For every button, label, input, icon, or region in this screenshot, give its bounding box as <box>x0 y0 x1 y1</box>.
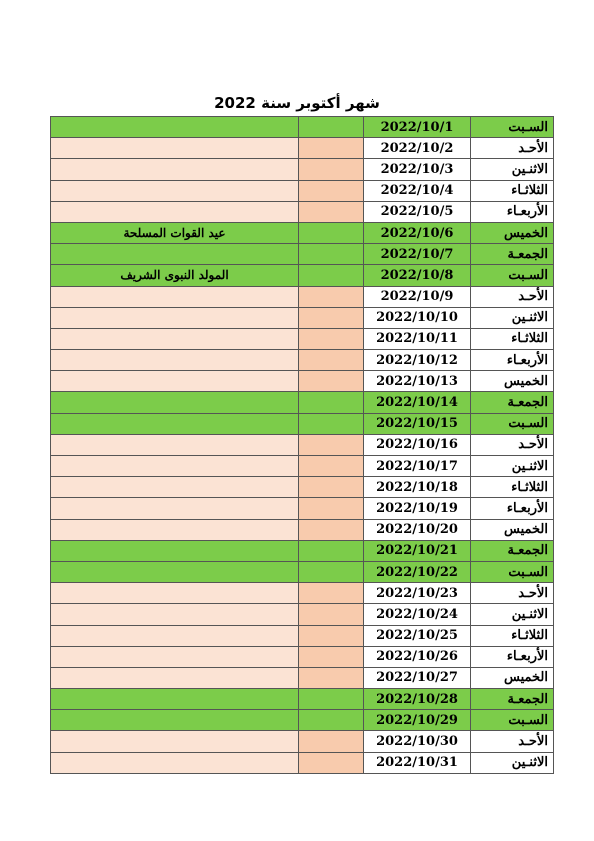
date-cell: 2022/10/15 <box>364 413 471 434</box>
date-cell: 2022/10/14 <box>364 392 471 413</box>
blank-cell <box>299 413 364 434</box>
day-cell: الثلاثـاء <box>471 477 554 498</box>
day-cell: الجمعـة <box>471 540 554 561</box>
day-cell: الجمعـة <box>471 244 554 265</box>
note-cell <box>51 392 299 413</box>
date-cell: 2022/10/18 <box>364 477 471 498</box>
note-cell <box>51 456 299 477</box>
blank-cell <box>299 625 364 646</box>
table-row <box>51 117 554 138</box>
calendar-body <box>51 117 554 774</box>
blank-cell <box>299 159 364 180</box>
table-row <box>51 498 554 519</box>
blank-cell <box>299 646 364 667</box>
blank-cell <box>299 392 364 413</box>
note-cell <box>51 328 299 349</box>
note-cell <box>51 498 299 519</box>
day-cell: الأحـد <box>471 583 554 604</box>
day-cell: الأربعـاء <box>471 350 554 371</box>
blank-cell <box>299 498 364 519</box>
day-cell: الأربعـاء <box>471 201 554 222</box>
blank-cell <box>299 286 364 307</box>
blank-cell <box>299 265 364 286</box>
date-cell: 2022/10/20 <box>364 519 471 540</box>
note-cell <box>51 307 299 328</box>
table-row <box>51 434 554 455</box>
day-cell: السـبت <box>471 265 554 286</box>
table-row <box>51 583 554 604</box>
date-cell: 2022/10/27 <box>364 667 471 688</box>
day-cell: الثلاثـاء <box>471 625 554 646</box>
blank-cell <box>299 752 364 773</box>
blank-cell <box>299 710 364 731</box>
note-cell <box>51 371 299 392</box>
blank-cell <box>299 456 364 477</box>
day-cell: السـبت <box>471 561 554 582</box>
date-cell: 2022/10/23 <box>364 583 471 604</box>
blank-cell <box>299 201 364 222</box>
date-cell: 2022/10/3 <box>364 159 471 180</box>
blank-cell <box>299 540 364 561</box>
blank-cell <box>299 519 364 540</box>
date-cell: 2022/10/17 <box>364 456 471 477</box>
day-cell: الأربعـاء <box>471 646 554 667</box>
day-cell: السـبت <box>471 413 554 434</box>
note-cell <box>51 667 299 688</box>
table-row <box>51 710 554 731</box>
note-cell <box>51 710 299 731</box>
note-cell <box>51 752 299 773</box>
table-row <box>51 328 554 349</box>
day-cell: الاثنـين <box>471 604 554 625</box>
blank-cell <box>299 222 364 243</box>
date-cell: 2022/10/21 <box>364 540 471 561</box>
table-row <box>51 731 554 752</box>
note-cell <box>51 434 299 455</box>
note-cell <box>51 689 299 710</box>
date-cell: 2022/10/5 <box>364 201 471 222</box>
table-row <box>51 752 554 773</box>
table-row <box>51 201 554 222</box>
table-row <box>51 286 554 307</box>
table-row <box>51 667 554 688</box>
date-cell: 2022/10/26 <box>364 646 471 667</box>
day-cell: الاثنـين <box>471 159 554 180</box>
blank-cell <box>299 307 364 328</box>
blank-cell <box>299 180 364 201</box>
day-cell: الأحـد <box>471 138 554 159</box>
date-cell: 2022/10/8 <box>364 265 471 286</box>
date-cell: 2022/10/25 <box>364 625 471 646</box>
blank-cell <box>299 561 364 582</box>
date-cell: 2022/10/19 <box>364 498 471 519</box>
table-row <box>51 138 554 159</box>
day-cell: الاثنـين <box>471 456 554 477</box>
note-cell <box>51 477 299 498</box>
date-cell: 2022/10/4 <box>364 180 471 201</box>
blank-cell <box>299 328 364 349</box>
table-row <box>51 159 554 180</box>
date-cell: 2022/10/12 <box>364 350 471 371</box>
note-cell <box>51 646 299 667</box>
table-row <box>51 625 554 646</box>
table-row <box>51 540 554 561</box>
blank-cell <box>299 371 364 392</box>
day-cell: الخميس <box>471 222 554 243</box>
date-cell: 2022/10/6 <box>364 222 471 243</box>
table-row <box>51 413 554 434</box>
table-row <box>51 456 554 477</box>
note-cell <box>51 604 299 625</box>
blank-cell <box>299 667 364 688</box>
table-row <box>51 477 554 498</box>
day-cell: الخميس <box>471 519 554 540</box>
note-cell <box>51 244 299 265</box>
note-cell <box>51 413 299 434</box>
date-cell: 2022/10/30 <box>364 731 471 752</box>
table-row <box>51 561 554 582</box>
note-cell <box>51 201 299 222</box>
blank-cell <box>299 244 364 265</box>
note-cell <box>51 286 299 307</box>
day-cell: الأربعـاء <box>471 498 554 519</box>
day-cell: الخميس <box>471 371 554 392</box>
note-cell <box>51 625 299 646</box>
blank-cell <box>299 731 364 752</box>
note-cell: المولد النبوى الشريف <box>51 265 299 286</box>
note-cell <box>51 583 299 604</box>
table-row <box>51 307 554 328</box>
note-cell <box>51 731 299 752</box>
blank-cell <box>299 689 364 710</box>
table-row <box>51 222 554 243</box>
date-cell: 2022/10/7 <box>364 244 471 265</box>
note-cell <box>51 350 299 371</box>
date-cell: 2022/10/1 <box>364 117 471 138</box>
table-row <box>51 371 554 392</box>
date-cell: 2022/10/13 <box>364 371 471 392</box>
table-row <box>51 350 554 371</box>
note-cell <box>51 180 299 201</box>
blank-cell <box>299 583 364 604</box>
blank-cell <box>299 434 364 455</box>
table-row <box>51 244 554 265</box>
date-cell: 2022/10/22 <box>364 561 471 582</box>
note-cell <box>51 540 299 561</box>
table-row <box>51 265 554 286</box>
date-cell: 2022/10/10 <box>364 307 471 328</box>
note-cell <box>51 117 299 138</box>
blank-cell <box>299 477 364 498</box>
date-cell: 2022/10/2 <box>364 138 471 159</box>
table-row <box>51 646 554 667</box>
note-cell: عيد القوات المسلحة <box>51 222 299 243</box>
blank-cell <box>299 138 364 159</box>
table-row <box>51 689 554 710</box>
note-cell <box>51 138 299 159</box>
note-cell <box>51 519 299 540</box>
day-cell: الثلاثـاء <box>471 180 554 201</box>
day-cell: الأحـد <box>471 434 554 455</box>
blank-cell <box>299 604 364 625</box>
day-cell: السـبت <box>471 710 554 731</box>
table-row <box>51 519 554 540</box>
date-cell: 2022/10/16 <box>364 434 471 455</box>
day-cell: الأحـد <box>471 731 554 752</box>
date-cell: 2022/10/31 <box>364 752 471 773</box>
day-cell: الثلاثـاء <box>471 328 554 349</box>
date-cell: 2022/10/29 <box>364 710 471 731</box>
calendar-table <box>50 116 554 774</box>
date-cell: 2022/10/24 <box>364 604 471 625</box>
table-row <box>51 604 554 625</box>
date-cell: 2022/10/9 <box>364 286 471 307</box>
day-cell: الأحـد <box>471 286 554 307</box>
day-cell: الاثنـين <box>471 752 554 773</box>
blank-cell <box>299 117 364 138</box>
note-cell <box>51 159 299 180</box>
date-cell: 2022/10/11 <box>364 328 471 349</box>
note-cell <box>51 561 299 582</box>
page-title: شهر أكتوبر سنة 2022 <box>214 94 380 112</box>
day-cell: الاثنـين <box>471 307 554 328</box>
day-cell: السـبت <box>471 117 554 138</box>
table-row <box>51 180 554 201</box>
table-row <box>51 392 554 413</box>
date-cell: 2022/10/28 <box>364 689 471 710</box>
day-cell: الخميس <box>471 667 554 688</box>
day-cell: الجمعـة <box>471 392 554 413</box>
blank-cell <box>299 350 364 371</box>
day-cell: الجمعـة <box>471 689 554 710</box>
